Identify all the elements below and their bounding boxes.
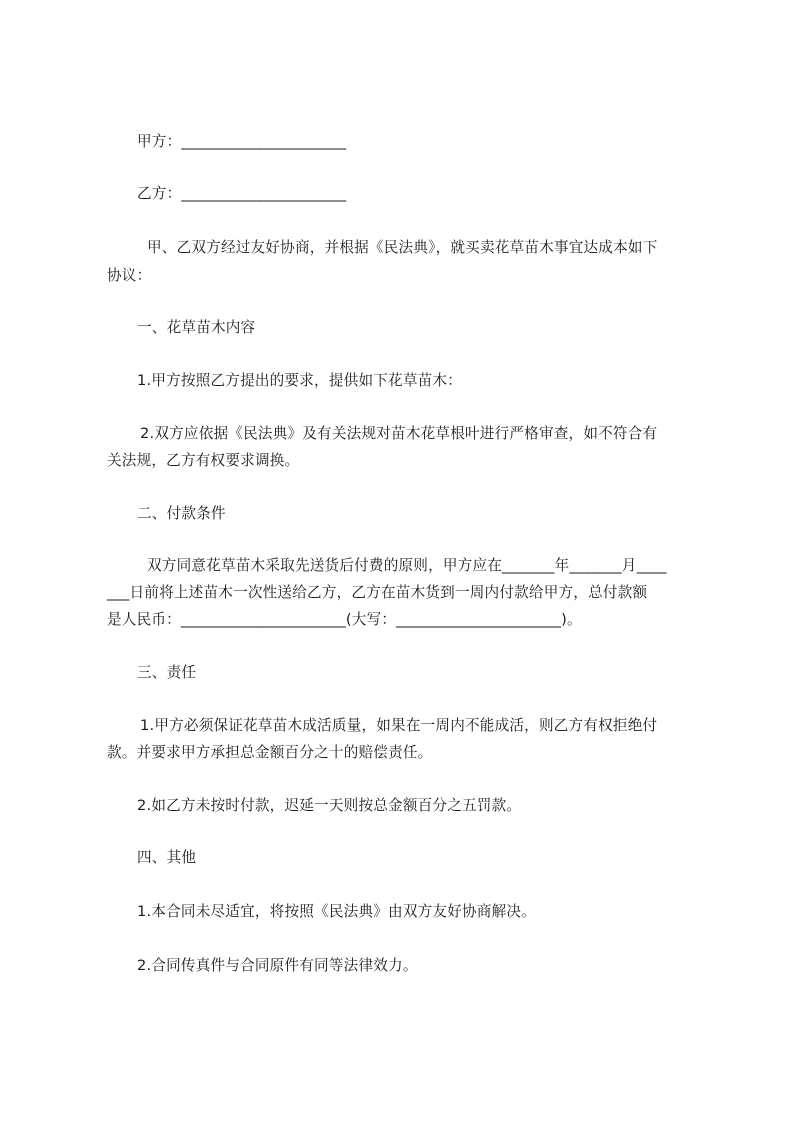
section-3-item-1-line-2: 款。并要求甲方承担总金额百分之十的赔偿责任。: [107, 744, 433, 761]
intro-paragraph-line-2: 协议：: [107, 267, 152, 284]
section-1-item-1: 1.甲方按照乙方提出的要求，提供如下花草苗木：: [137, 372, 462, 389]
section-2-paragraph-line-3: 是人民币：______________________(大写：______________________)。: [107, 611, 582, 628]
section-3-item-2: 2.如乙方未按时付款，迟延一天则按总金额百分之五罚款。: [137, 797, 522, 814]
section-2-paragraph-line-2: ___日前将上述苗木一次性送给乙方，乙方在苗木货到一周内付款给甲方，总付款额: [107, 584, 648, 601]
section-2-title: 二、付款条件: [137, 505, 226, 522]
section-2-paragraph-line-1: 双方同意花草苗木采取先送货后付费的原则，甲方应在_______年_______月____: [147, 557, 667, 574]
section-1-item-2-line-2: 关法规，乙方有权要求调换。: [107, 452, 300, 469]
section-3-title: 三、责任: [137, 664, 197, 681]
party-b-line: 乙方：______________________: [137, 185, 347, 202]
section-4-item-2: 2.合同传真件与合同原件有同等法律效力。: [137, 957, 418, 974]
section-3-item-1-line-1: 1.甲方必须保证花草苗木成活质量，如果在一周内不能成活，则乙方有权拒绝付: [140, 717, 658, 734]
section-4-item-1: 1.本合同未尽适宜，将按照《民法典》由双方友好协商解决。: [137, 903, 536, 920]
section-1-item-2-line-1: 2.双方应依据《民法典》及有关法规对苗木花草根叶进行严格审查，如不符合有: [140, 425, 658, 442]
section-1-title: 一、花草苗木内容: [137, 319, 256, 336]
section-4-title: 四、其他: [137, 849, 197, 866]
party-a-line: 甲方：______________________: [137, 133, 347, 150]
intro-paragraph-line-1: 甲、乙双方经过友好协商，并根据《民法典》，就买卖花草苗木事宜达成本如下: [147, 239, 658, 256]
